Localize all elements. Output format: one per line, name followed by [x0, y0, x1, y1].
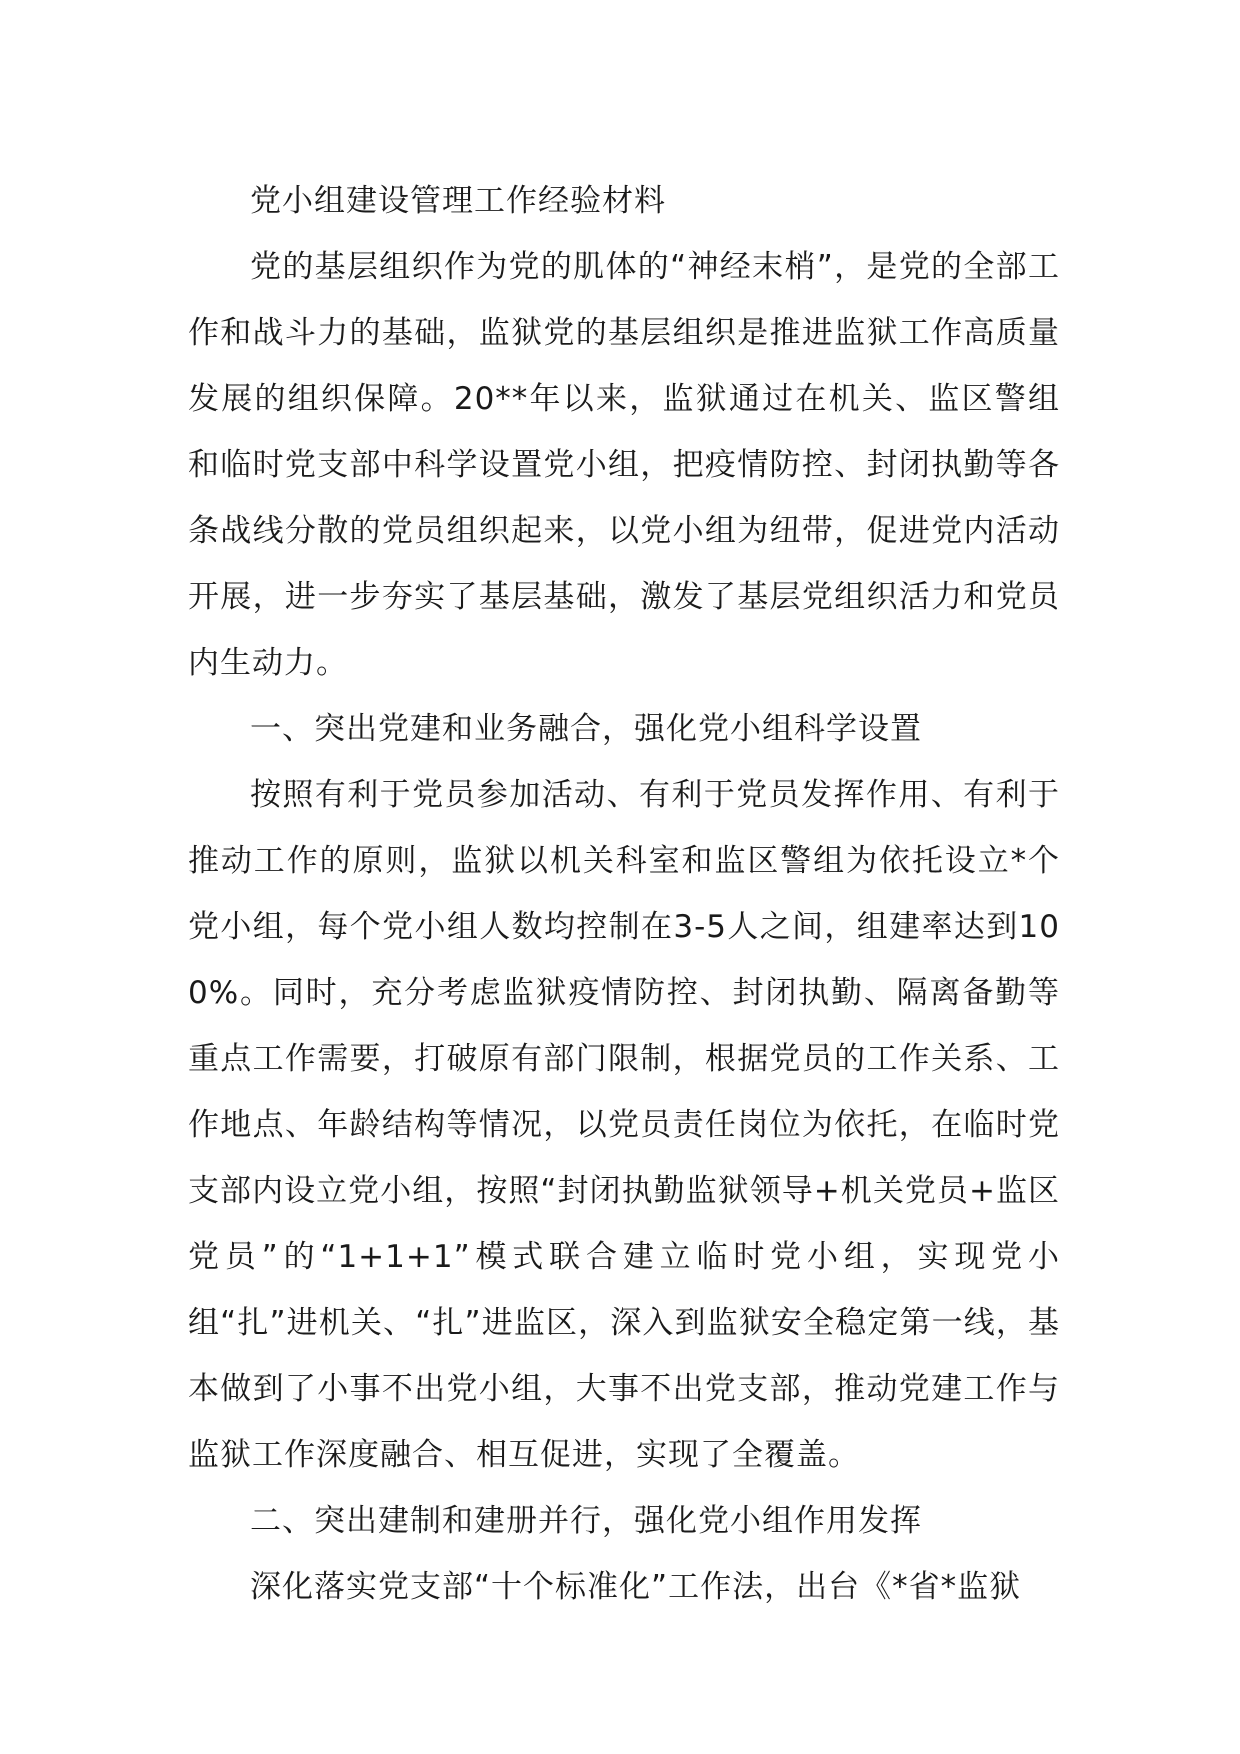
section-heading-2: 二、突出建制和建册并行，强化党小组作用发挥: [250, 1503, 922, 1539]
section-1-paragraph: 按照有利于党员参加活动、有利于党员发挥作用、有利于推动工作的原则，监狱以机关科室和监区警组为依托设立*个党小组，每个党小组人数均控制在3-5人之间，组建率达到100%。同时，充分考虑监狱疫情防控、封闭执勤、隔离备勤等重点工作需要，打破原有部门限制，根据党员的工作关系、工作地点、年龄结构等情况，以党员责任岗位为依托，在临时党支部内设立党小组，按照“封闭执勤监狱领导+机关党员+监区党员”的“1+1+1”模式联合建立临时党小组，实现党小组“扎”进机关、“扎”进监区，深入到监狱安全稳定第一线，基本做到了小事不出党小组，大事不出党支部，推动党建工作与监狱工作深度融合、相互促进，实现了全覆盖。: [188, 777, 1060, 1473]
document-body: [188, 168, 1060, 1620]
section-2-paragraph: 深化落实党支部“十个标准化”工作法，出台《*省*监狱: [250, 1569, 1022, 1605]
document-title: 党小组建设管理工作经验材料: [250, 183, 666, 219]
section-heading-1: 一、突出党建和业务融合，强化党小组科学设置: [250, 711, 922, 747]
intro-paragraph: 党的基层组织作为党的肌体的“神经末梢”，是党的全部工作和战斗力的基础，监狱党的基层组织是推进监狱工作高质量发展的组织保障。20**年以来，监狱通过在机关、监区警组和临时党支部中科学设置党小组，把疫情防控、封闭执勤等各条战线分散的党员组织起来，以党小组为纽带，促进党内活动开展，进一步夯实了基层基础，激发了基层党组织活力和党员内生动力。: [188, 249, 1060, 681]
